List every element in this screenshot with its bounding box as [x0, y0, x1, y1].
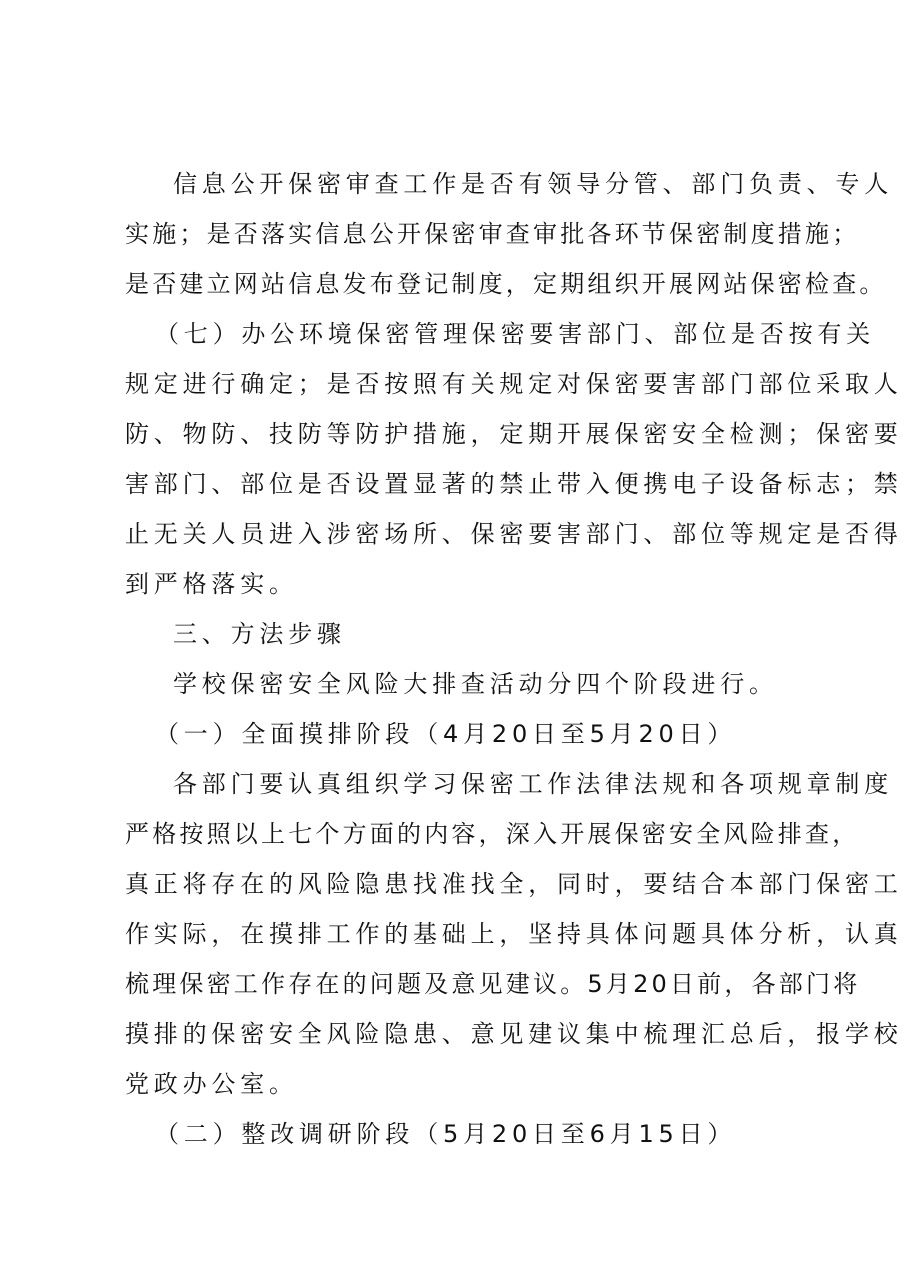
text-line: 害部门、部位是否设置显著的禁止带入便携电子设备标志；禁: [125, 470, 903, 498]
text-line: 严格按照以上七个方面的内容，深入开展保密安全风险排查，: [125, 820, 860, 848]
text-line: 防、物防、技防等防护措施，定期开展保密安全检测；保密要: [125, 420, 903, 448]
text-line: 各部门要认真组织学习保密工作法律法规和各项规章制度: [173, 770, 893, 798]
text-line: 党政办公室。: [125, 1070, 298, 1098]
text-line: 摸排的保密安全风险隐患、意见建议集中梳理汇总后，报学校: [125, 1020, 903, 1048]
subsection-heading: （二）整改调研阶段（5月20日至6月15日）: [155, 1120, 737, 1148]
subsection-heading: （一）全面摸排阶段（4月20日至5月20日）: [155, 720, 737, 748]
text-line: 规定进行确定；是否按照有关规定对保密要害部门部位采取人: [125, 370, 903, 398]
text-line: 作实际，在摸排工作的基础上，坚持具体问题具体分析，认真: [125, 920, 903, 948]
text-line: 真正将存在的风险隐患找准找全，同时，要结合本部门保密工: [125, 870, 903, 898]
text-line: 是否建立网站信息发布登记制度，定期组织开展网站保密检查。: [125, 270, 887, 298]
section-heading: 三、方法步骤: [173, 620, 346, 648]
text-line: 到严格落实。: [125, 570, 298, 598]
text-line: 梳理保密工作存在的问题及意见建议。5月20日前，各部门将: [125, 970, 861, 998]
text-line: 止无关人员进入涉密场所、保密要害部门、部位等规定是否得: [125, 520, 903, 548]
section-heading: （七）办公环境保密管理保密要害部门、部位是否按有关: [155, 320, 875, 348]
text-line: 实施；是否落实信息公开保密审查审批各环节保密制度措施；: [125, 220, 860, 248]
text-line: 信息公开保密审查工作是否有领导分管、部门负责、专人: [173, 170, 893, 198]
text-line: 学校保密安全风险大排查活动分四个阶段进行。: [173, 670, 778, 698]
